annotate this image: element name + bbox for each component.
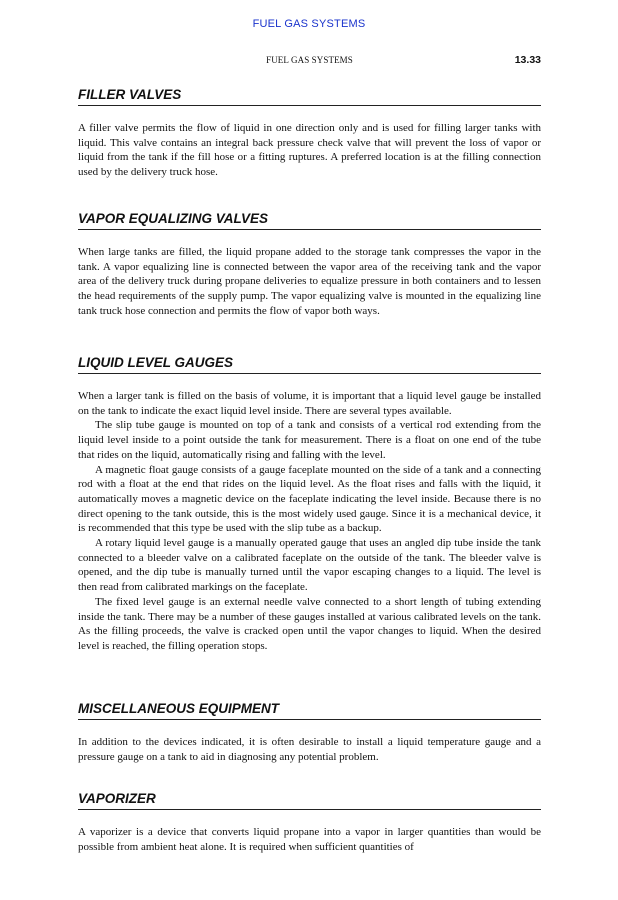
section-heading: MISCELLANEOUS EQUIPMENT	[78, 700, 541, 720]
section-liquid-level-gauges	[78, 354, 541, 654]
paragraph: The slip tube gauge is mounted on top of a tank and consists of a vertical rod extending from the liquid level inside to a point outside the tank for measurement. There is a float on one end of the tube that rides on the liquid, automatically rising and falling with the level.	[78, 419, 541, 461]
paragraph: A vaporizer is a device that converts liquid propane into a vapor in larger quantities than would be possible from ambient heat alone. It is required when sufficient quantities of	[78, 826, 541, 853]
section-filler-valves	[78, 86, 541, 180]
section-vapor-equalizing-valves	[78, 210, 541, 319]
paragraph: A filler valve permits the flow of liquid in one direction only and is used for filling larger tanks with liquid. This valve contains an integral back pressure check valve that will prevent the loss of vapor or liquid from the tank if the fill hose or a fitting ruptures. A preferred location is at the filling connection used by the delivery truck hose.	[78, 122, 541, 179]
section-body	[78, 121, 541, 180]
paragraph: A magnetic float gauge consists of a gauge faceplate mounted on the side of a tank and a connecting rod with a float at the end that rides on the liquid level. As the float rises and falls with the liquid, it automatically moves a magnetic device on the faceplate indicating the level inside. Because there is no direct opening to the tank outside, this is the most widely used gauge. Since it is a mechanical device, it is recommended that this type be used with the slip tube as a backup.	[78, 463, 541, 535]
section-vaporizer	[78, 790, 541, 854]
paragraph: When a larger tank is filled on the basis of volume, it is important that a liquid level gauge be installed on the tank to indicate the exact liquid level inside. There are several types available.	[78, 390, 541, 417]
section-heading: LIQUID LEVEL GAUGES	[78, 354, 541, 374]
running-head	[78, 55, 541, 69]
page-number: 13.33	[514, 54, 541, 66]
paragraph: When large tanks are filled, the liquid propane added to the storage tank compresses the vapor in the tank. A vapor equalizing line is connected between the vapor area of the receiving tank and the vapor area of the delivery truck during propane deliveries to equalize pressure in both containers and to lessen the head requirements of the supply pump. The vapor equalizing valve is mounted in the equalizing line tank truck hose connection and permits the flow of vapor both ways.	[78, 246, 541, 317]
document-top-title: FUEL GAS SYSTEMS	[252, 18, 366, 30]
section-heading: VAPOR EQUALIZING VALVES	[78, 210, 541, 230]
section-body	[78, 245, 541, 319]
section-body	[78, 735, 541, 764]
section-body	[78, 389, 541, 654]
running-head-title: FUEL GAS SYSTEMS	[266, 55, 353, 65]
section-miscellaneous-equipment	[78, 700, 541, 764]
section-heading: VAPORIZER	[78, 790, 541, 810]
section-body	[78, 825, 541, 854]
paragraph: The fixed level gauge is an external needle valve connected to a short length of tubing extending inside the tank. There may be a number of these gauges installed at various calibrated levels on the tank. As the filling proceeds, the valve is cracked open until the vapor changes to liquid. When the desired level is reached, the filling operation stops.	[78, 595, 541, 652]
paragraph: A rotary liquid level gauge is a manually operated gauge that uses an angled dip tube inside the tank connected to a bleeder valve on a calibrated faceplate on the outside of the tank. The bleeder valve is opened, and the dip tube is manually turned until the vapor escaping changes to a liquid. The level is then read from calibrated markings on the faceplate.	[78, 537, 541, 594]
paragraph: In addition to the devices indicated, it is often desirable to install a liquid temperature gauge and a pressure gauge on a tank to aid in diagnosing any potential problem.	[78, 736, 541, 763]
section-heading: FILLER VALVES	[78, 86, 541, 106]
